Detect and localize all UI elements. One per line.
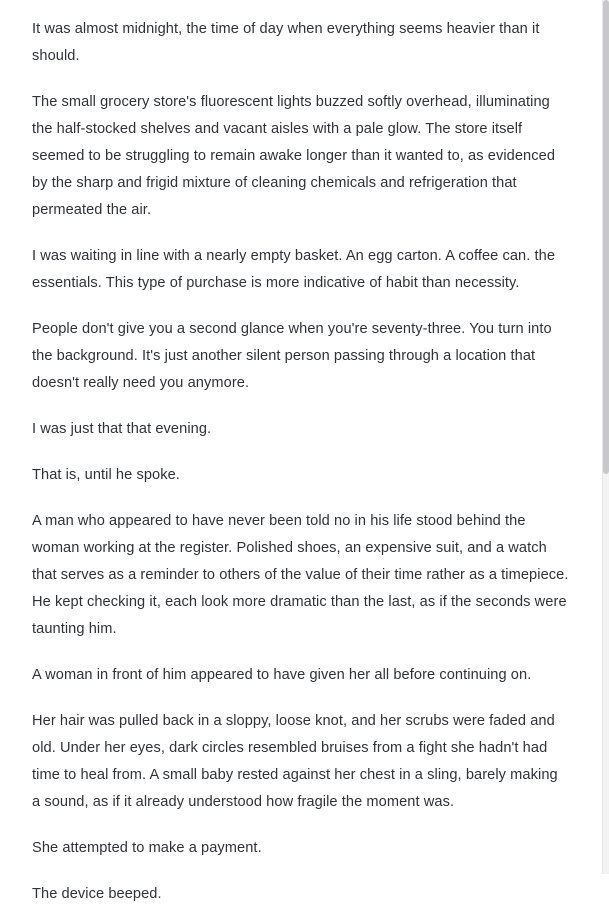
paragraph: The small grocery store's fluorescent lights buzzed softly overhead, illuminating the half-stocked shelves and vacant aisles with a pale glow. The store itself seemed to be struggling to remain awake longer than it wanted to, as evidenced by the sharp and frigid mixture of cleaning chemicals and refrigeration that permeated the air.	[32, 94, 556, 218]
paragraph: A woman in front of him appeared to have given her all before continuing on.	[32, 667, 532, 683]
paragraph: I was waiting in line with a nearly empty basket. An egg carton. A coffee can. the essentials. This type of purchase is more indicative of habit than necessity.	[32, 248, 556, 291]
paragraph: A man who appeared to have never been told no in his life stood behind the woman working at the register. Polished shoes, an expensive suit, and a watch that serves as a reminder to others of the value of their time rather as a timepiece. He kept checking it, each look more dramatic than the last, as if the seconds were taunting him.	[32, 513, 569, 637]
paragraph: Her hair was pulled back in a sloppy, loose knot, and her scrubs were faded and old. Under her eyes, dark circles resembled bruises from a fight she hadn't had time to heal from. A small baby rested against her chest in a sling, barely making a sound, as if it already understood how fragile the moment was.	[32, 713, 558, 810]
vertical-scrollbar-thumb[interactable]	[603, 0, 609, 474]
paragraph: That is, until he spoke.	[32, 467, 180, 483]
paragraph: I was just that that evening.	[32, 421, 212, 437]
vertical-scrollbar-track[interactable]	[602, 0, 609, 874]
paragraph: People don't give you a second glance when you're seventy-three. You turn into the background. It's just another silent person passing through a location that doesn't really need you anymore.	[32, 321, 552, 391]
paragraph: It was almost midnight, the time of day when everything seems heavier than it should.	[32, 21, 540, 64]
article-body	[32, 16, 569, 908]
paragraph: She attempted to make a payment.	[32, 840, 262, 856]
paragraph: The device beeped.	[32, 886, 162, 902]
